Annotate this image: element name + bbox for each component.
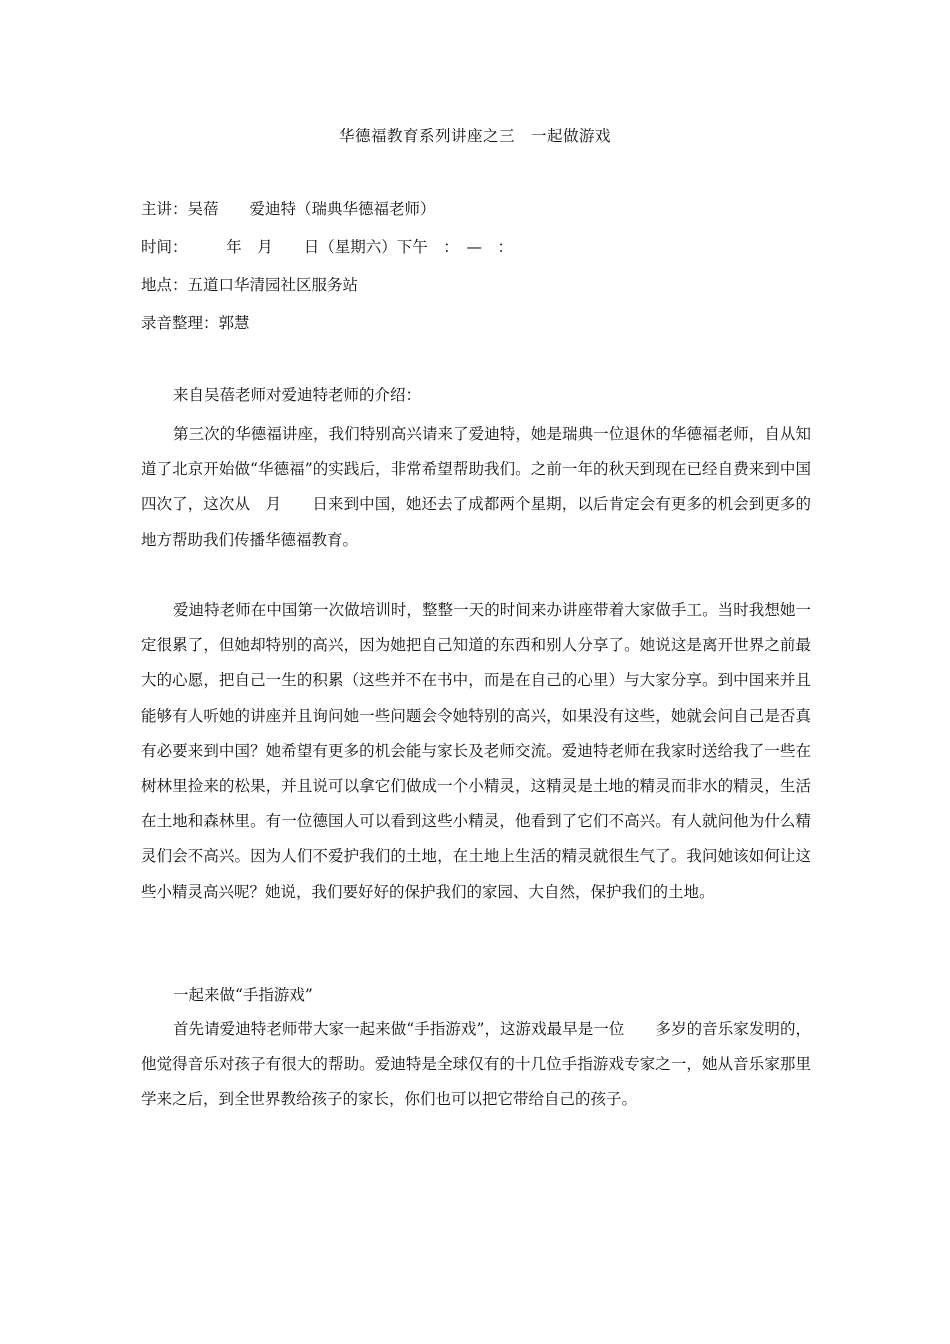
place-line: 地点：五道口华清园社区服务站: [141, 276, 359, 294]
intro-section-heading: 来自吴蓓老师对爱迪特老师的介绍：: [173, 386, 422, 404]
speaker-line: 主讲：吴蓓 爱迪特（瑞典华德福老师）: [141, 200, 436, 218]
finger-game-paragraph-1: 首先请爱迪特老师带大家一起来做“手指游戏”，这游戏最早是一位 多岁的音乐家发明的，他觉得音乐对孩子有很大的帮助。爱迪特是全球仅有的十几位手指游戏专家之一，她从音乐家那里学来之后，到全世界教给孩子的家长，你们也可以把它带给自己的孩子。: [141, 1020, 811, 1109]
recorder-line: 录音整理：郭慧: [141, 314, 250, 332]
document-title: 华德福教育系列讲座之三 一起做游戏: [338, 127, 611, 145]
intro-paragraph-1: 第三次的华德福讲座，我们特别高兴请来了爱迪特，她是瑞典一位退休的华德福老师，自从知道了北京开始做“华德福”的实践后，非常希望帮助我们。之前一年的秋天到现在已经自费来到中国四次了，这次从 月 日来到中国，她还去了成都两个星期，以后肯定会有更多的机会到更多的地方帮助我们传播华德福教育。: [141, 425, 811, 549]
intro-paragraph-2: 爱迪特老师在中国第一次做培训时，整整一天的时间来办讲座带着大家做手工。当时我想她一定很累了，但她却特别的高兴，因为她把自己知道的东西和别人分享了。她说这是离开世界之前最大的心愿，把自己一生的积累（这些并不在书中，而是在自己的心里）与大家分享。到中国来并且能够有人听她的讲座并且询问她一些问题会令她特别的高兴，如果没有这些，她就会问自己是否真有必要来到中国？她希望有更多的机会能与家长及老师交流。爱迪特老师在我家时送给我了一些在树林里捡来的松果，并且说可以拿它们做成一个小精灵，这精灵是土地的精灵而非水的精灵，生活在土地和森林里。有一位德国人可以看到这些小精灵，他看到了它们不高兴。有人就问他为什么精灵们会不高兴。因为人们不爱护我们的土地，在土地上生活的精灵就很生气了。我问她该如何让这些小精灵高兴呢？她说，我们要好好的保护我们的家园、大自然，保护我们的土地。: [141, 601, 811, 901]
time-line: 时间： 年 月 日（星期六）下午 ： — ：: [141, 238, 514, 256]
finger-game-section-heading: 一起来做“手指游戏”: [173, 986, 313, 1004]
